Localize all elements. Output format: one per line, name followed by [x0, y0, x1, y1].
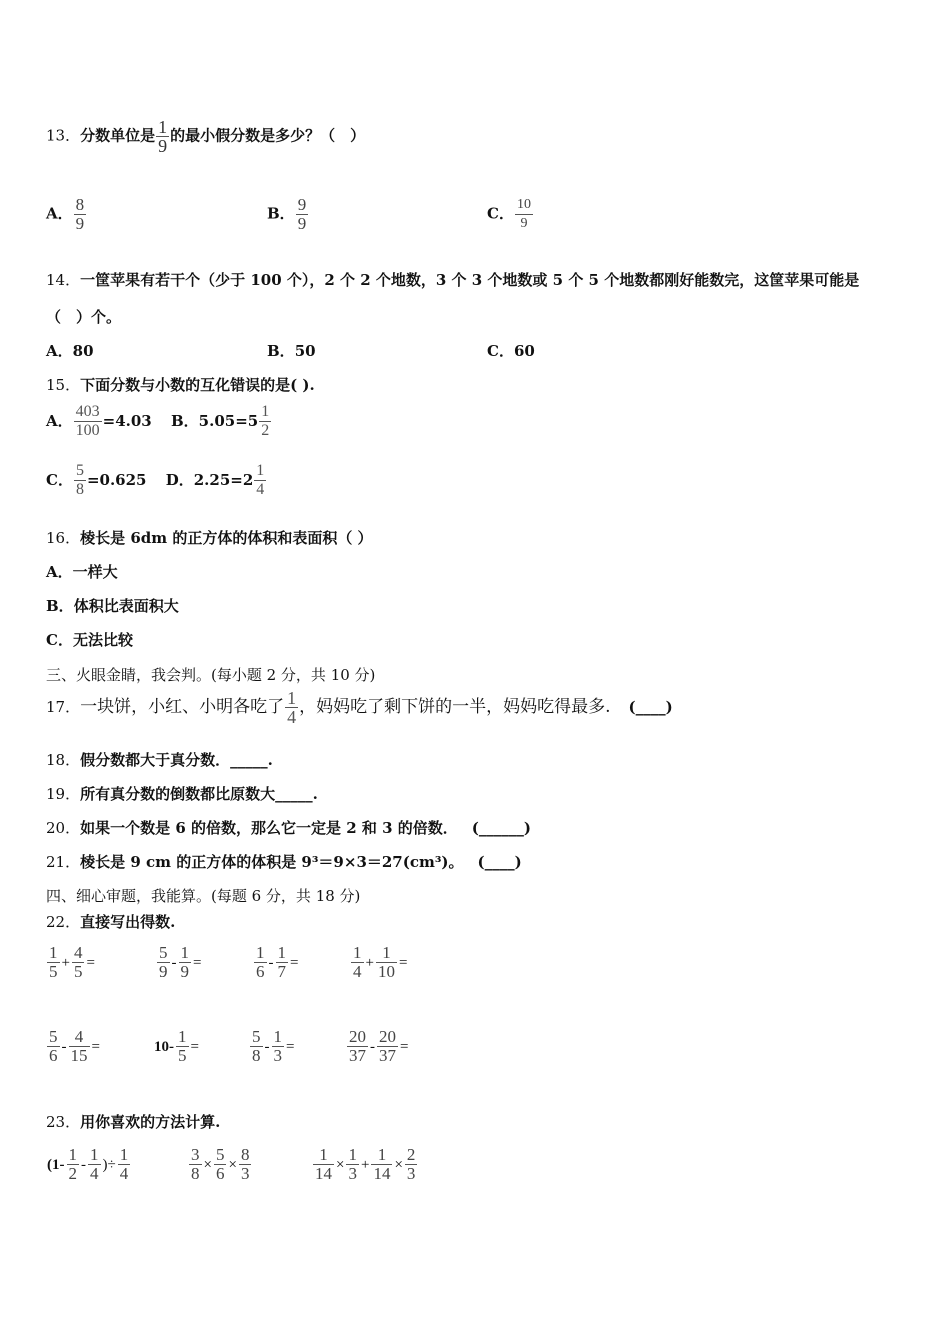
q13-option-c[interactable]: C． $\frac{10}{9}$ [487, 197, 531, 231]
fraction: $\frac{1}{4}$ [90, 1145, 99, 1183]
q15-option-b[interactable]: B．5.05=5 $\frac{1}{2}$ [170, 403, 270, 439]
q15-options-ab [46, 403, 272, 440]
q14-option-b[interactable]: B．50 [267, 342, 316, 360]
q22-expr-6 [153, 1028, 200, 1065]
fraction: $\frac{1}{7}$ [277, 943, 286, 981]
question-number: 15． [46, 376, 81, 394]
fraction: $\frac{1}{10}$ [377, 943, 395, 981]
section-4-heading: 四、细心审题，我能算。(每题 6 分，共 18 分) [46, 887, 361, 905]
q22-expr-3 [253, 944, 299, 981]
q16-option-c[interactable]: C．无法比较 [46, 631, 133, 649]
q22-expr-1 [46, 944, 96, 981]
q13-pre: 分数单位是 [80, 126, 156, 145]
fraction: $\frac{5}{8}$ [75, 462, 84, 498]
operator: = [86, 954, 95, 971]
fraction: $\frac{9}{9}$ [297, 195, 307, 233]
operator: = [286, 1038, 295, 1055]
fraction: $\frac{403}{100}$ [75, 403, 100, 439]
operator: - [268, 954, 274, 971]
q22-expr-2 [156, 944, 202, 981]
fraction: $\frac{1}{3}$ [273, 1027, 282, 1065]
q22-stem: 22．直接写出得数. [46, 913, 176, 931]
operator: = [290, 954, 299, 971]
fraction: $\frac{10}{9}$ [516, 197, 531, 231]
fraction: $\frac{1}{5}$ [49, 943, 58, 981]
operator: = [193, 954, 202, 971]
operator: × [394, 1156, 403, 1173]
operator: = [190, 1038, 199, 1055]
operator: - [171, 954, 177, 971]
question-number: 13． [46, 126, 81, 145]
answer-blank[interactable]: (____) [628, 698, 673, 716]
fraction: $\frac{1}{9}$ [180, 943, 189, 981]
q17-stem: 17．一块饼，小红、小明各吃了 $\frac{1}{4}$ ，妈妈吃了剩下饼的一半，妈妈吃得最多. (____) [46, 688, 673, 727]
q13-post: 的最小假分数是多少？（ ） [170, 126, 366, 145]
operator: + [61, 954, 70, 971]
operator: - [264, 1038, 270, 1055]
question-number: 23． [46, 1113, 81, 1131]
fraction: $\frac{3}{8}$ [191, 1145, 200, 1183]
question-number: 22． [46, 913, 81, 931]
q20: 20．如果一个数是 6 的倍数，那么它一定是 2 和 3 的倍数． (______) [46, 819, 531, 837]
question-number: 18． [46, 751, 81, 769]
question-number: 14． [46, 271, 81, 289]
fraction: $\frac{5}{9}$ [159, 943, 168, 981]
operator: = [91, 1038, 100, 1055]
q23-expr-3 [312, 1146, 418, 1183]
q13-stem [46, 118, 365, 155]
operator: - [370, 1038, 375, 1055]
operator: (1- [47, 1156, 65, 1173]
q19: 19．所有真分数的倒数都比原数大_____. [46, 785, 318, 803]
operator: + [360, 1156, 370, 1173]
q16-option-b[interactable]: B．体积比表面积大 [46, 597, 179, 615]
fraction: $\frac{1}{5}$ [178, 1027, 187, 1065]
operator: × [203, 1156, 212, 1173]
fraction: $\frac{1}{2}$ [261, 403, 270, 439]
operator: × [336, 1156, 345, 1173]
fraction: $\frac{1}{4}$ [256, 462, 265, 498]
q22-expr-7 [249, 1028, 295, 1065]
q14-stem-line1: 14．一筐苹果有若干个（少于 100 个），2 个 2 个地数，3 个 3 个地数或 5 个 5 个地数都刚好能数完，这筐苹果可能是 [46, 271, 860, 289]
q15-option-d[interactable]: D．2.25=2 $\frac{1}{4}$ [165, 462, 265, 498]
fraction: $\frac{4}{5}$ [73, 943, 83, 981]
q22-expr-5 [46, 1028, 101, 1065]
question-number: 21． [46, 853, 81, 871]
section-3-heading: 三、火眼金睛，我会判。(每小题 2 分，共 10 分) [46, 666, 376, 684]
operator: - [61, 1038, 67, 1055]
operator: )÷ [102, 1156, 116, 1173]
fraction: $\frac{8}{9}$ [75, 195, 85, 233]
operator: + [365, 954, 374, 971]
fraction: $\frac{8}{3}$ [240, 1145, 250, 1183]
q16-option-a[interactable]: A．一样大 [46, 563, 118, 581]
q14-stem-line2: （ ）个。 [46, 308, 122, 326]
q16-stem: 16．棱长是 6dm 的正方体的体积和表面积（ ） [46, 529, 373, 547]
operator: - [81, 1156, 86, 1173]
q23-expr-2 [188, 1146, 252, 1183]
q14-option-a[interactable]: A．80 [46, 342, 94, 360]
q22-expr-8 [346, 1028, 409, 1065]
answer-blank[interactable]: _____. [275, 785, 318, 803]
fraction: $\frac{1}{2}$ [68, 1145, 77, 1183]
fraction: $\frac{20}{37}$ [379, 1027, 396, 1065]
fraction: $\frac{4}{15}$ [70, 1027, 88, 1065]
q22-expr-4 [350, 944, 408, 981]
q21: 21．棱长是 9 cm 的正方体的体积是 9³＝9×3＝27(cm³)。 (____) [46, 853, 522, 871]
fraction: $\frac{5}{8}$ [252, 1027, 261, 1065]
fraction: $\frac{5}{6}$ [49, 1027, 58, 1065]
fraction: $\frac{1}{14}$ [373, 1145, 391, 1183]
q15-option-a[interactable]: A． $\frac{403}{100}$ =4.03 [46, 403, 152, 439]
q13-option-a[interactable]: A． $\frac{8}{9}$ [46, 195, 85, 233]
q14-option-c[interactable]: C．60 [487, 342, 535, 360]
answer-blank[interactable]: (______) [471, 819, 531, 837]
operator: × [228, 1156, 237, 1173]
fraction: $\frac{20}{37}$ [349, 1027, 366, 1065]
operator: = [400, 1038, 409, 1055]
question-number: 17． [46, 698, 81, 716]
question-number: 19． [46, 785, 81, 803]
q15-option-c[interactable]: C． $\frac{5}{8}$ =0.625 [46, 462, 147, 498]
question-number: 20． [46, 819, 81, 837]
q15-stem: 15．下面分数与小数的互化错误的是( ). [46, 376, 315, 394]
answer-blank[interactable]: (____) [477, 853, 522, 871]
fraction: $\frac{1}{3}$ [348, 1145, 357, 1183]
operator: 10- [154, 1038, 174, 1055]
operator: = [398, 954, 408, 971]
fraction: $\frac{1}{4}$ [119, 1145, 129, 1183]
q18: 18．假分数都大于真分数．_____. [46, 751, 273, 769]
question-number: 16． [46, 529, 81, 547]
fraction: $\frac{1}{4}$ [353, 943, 362, 981]
q13-option-b[interactable]: B． $\frac{9}{9}$ [267, 195, 307, 233]
fraction: $\frac{2}{3}$ [406, 1145, 416, 1183]
fraction: $\frac{1}{14}$ [315, 1145, 332, 1183]
q15-options-cd [46, 462, 267, 499]
fraction: $\frac{1}{9}$ [158, 117, 168, 156]
fraction: $\frac{5}{6}$ [215, 1145, 225, 1183]
q23-expr-1 [46, 1146, 131, 1183]
q23-stem: 23．用你喜欢的方法计算. [46, 1113, 221, 1131]
fraction: $\frac{1}{4}$ [287, 688, 297, 727]
answer-blank[interactable]: _____. [230, 751, 273, 769]
fraction: $\frac{1}{6}$ [256, 943, 265, 981]
